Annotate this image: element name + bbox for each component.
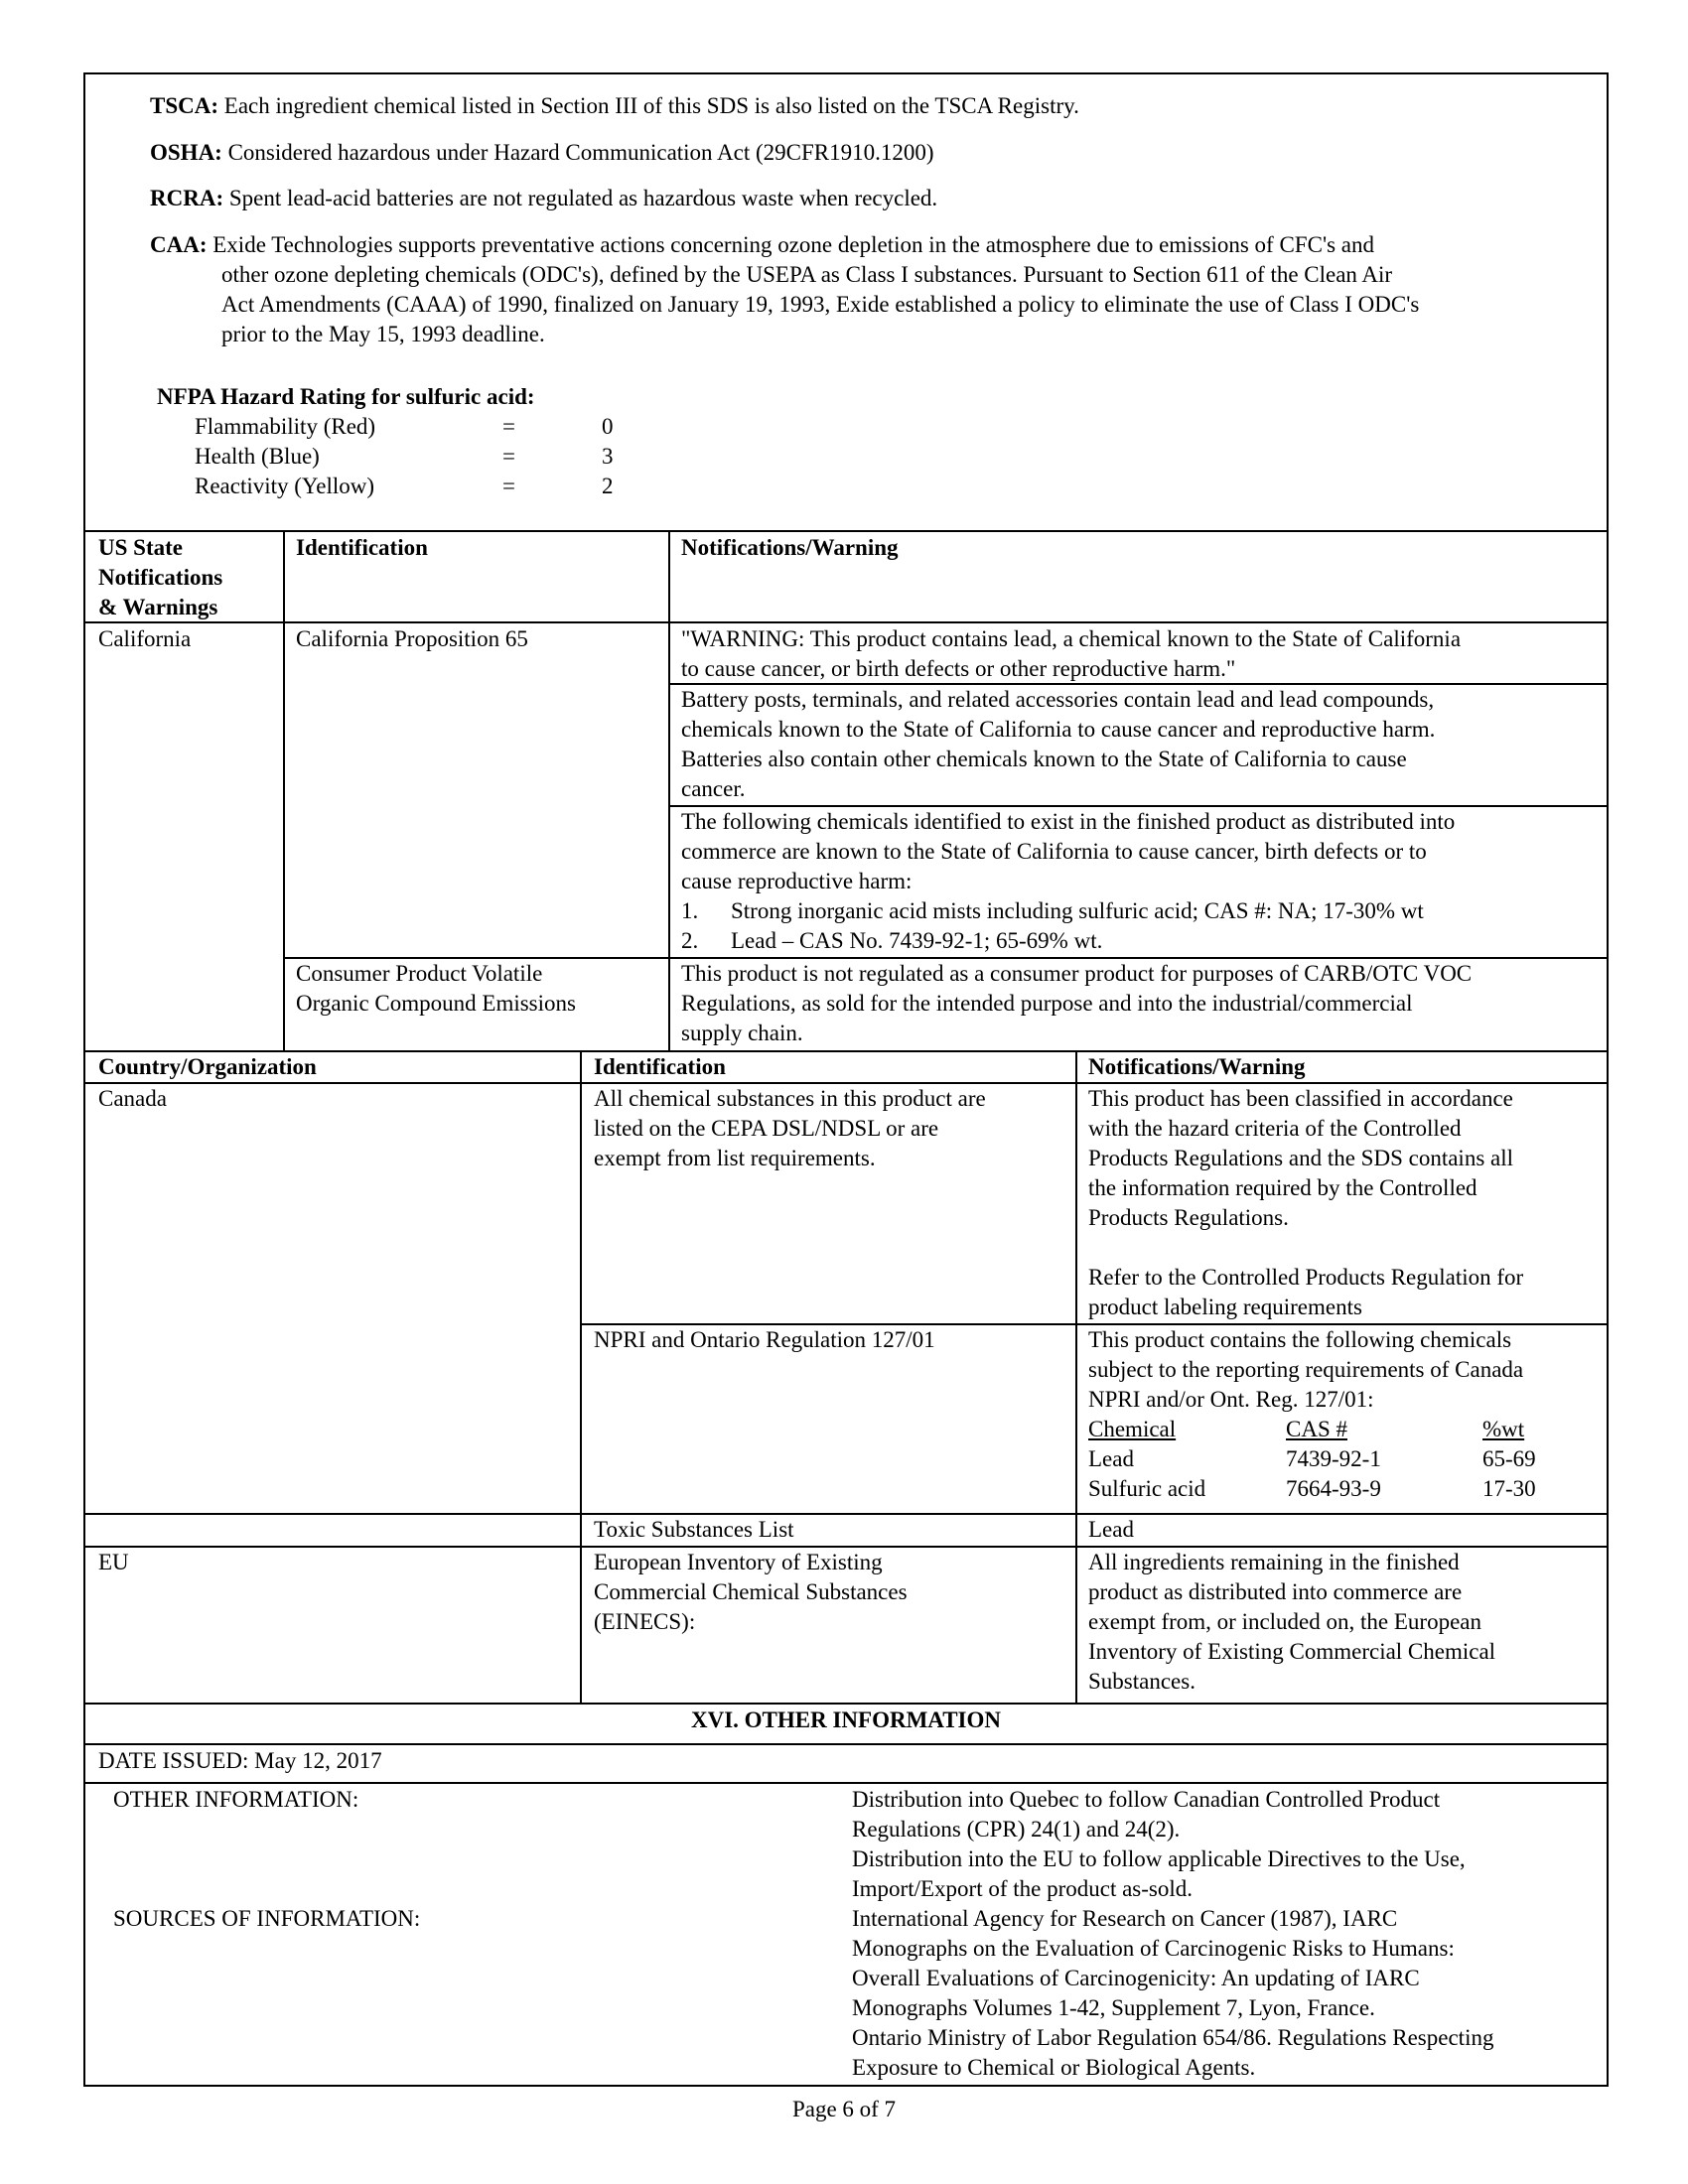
chemical-table-header: Chemical CAS # %wt (1088, 1417, 1525, 1441)
country-eu: EU (98, 1550, 129, 1574)
country-header: Country/Organization (98, 1054, 317, 1079)
toxic-identification: Toxic Substances List (594, 1517, 794, 1542)
notifications-header: Notifications/Warning (681, 535, 899, 560)
identification-header: Identification (296, 535, 428, 560)
rcra-paragraph: RCRA: Spent lead-acid batteries are not regulated as hazardous waste when recycled. (150, 186, 938, 210)
toxic-notification: Lead (1088, 1517, 1134, 1542)
npri-identification: NPRI and Ontario Regulation 127/01 (594, 1327, 935, 1352)
table-row: Sulfuric acid 7664-93-9 17-30 (1088, 1476, 1536, 1501)
country-canada: Canada (98, 1086, 167, 1111)
prop65-warning: "WARNING: This product contains lead, a chemical known to the State of California to cause cancer, or birth defects or other reproductive harm." (681, 626, 1462, 681)
page-number: Page 6 of 7 (791, 2097, 897, 2121)
eu-notification: All ingredients remaining in the finished product as distributed into commerce are exempt from, or included on, the European Inventory of Existing Commercial Chemical Substances. (1088, 1550, 1496, 1694)
regulatory-section (85, 74, 1607, 533)
eu-identification: European Inventory of Existing Commercial Chemical Substances (EINECS): (594, 1550, 908, 1634)
other-info-label: OTHER INFORMATION: (113, 1787, 359, 1812)
document-frame (83, 72, 1609, 2087)
identification-header: Identification (594, 1054, 726, 1079)
us-state-header: US State Notifications & Warnings (98, 535, 223, 619)
notifications-header: Notifications/Warning (1088, 1054, 1306, 1079)
divider (85, 621, 1607, 623)
npri-notification: This product contains the following chemicals subject to the reporting requirements of Canada NPRI and/or Ont. Reg. 127/01: Chemical CAS # %wt Lead 7439-92-1 65-69 Sulfuric acid 7664-93-9 17-30 (1088, 1325, 1605, 1504)
table-row: Lead 7439-92-1 65-69 (1088, 1446, 1536, 1471)
sources-label: SOURCES OF INFORMATION: (113, 1906, 421, 1931)
column-line (668, 530, 670, 1050)
column-line (283, 530, 285, 1050)
nfpa-row: Health (Blue) = 3 (195, 444, 614, 469)
list-item: 2. Lead – CAS No. 7439-92-1; 65-69% wt. (681, 928, 1103, 953)
caa-paragraph: CAA: Exide Technologies supports preventative actions concerning ozone depletion in the atmosphere due to emissions of CFC's and other ozone depleting chemicals (ODC's), defined by the USEPA as Class I substances. Pursuant to Section 611 of the Clean Air Act Amendments (CAAA) of 1990, finalized on January 19, 1993, Exide established a policy to eliminate the use of Class I ODC's prior to the May 15, 1993 deadline. (150, 232, 1420, 346)
list-item: 1. Strong inorganic acid mists including sulfuric acid; CAS #: NA; 17-30% wt (681, 898, 1424, 923)
nfpa-row: Reactivity (Yellow) = 2 (195, 474, 614, 498)
divider (85, 1703, 1607, 1705)
battery-warning: Battery posts, terminals, and related accessories contain lead and lead compounds, chemicals known to the State of California to cause cancer and reproductive harm. Batteries also contain other chemicals known to the State of California to cause cancer. (681, 687, 1436, 801)
nfpa-title: NFPA Hazard Rating for sulfuric acid: (157, 384, 535, 409)
voc-text: This product is not regulated as a consumer product for purposes of CARB/OTC VOC Regulations, as sold for the intended purpose and into the industrial/commercial supply chain. (681, 961, 1473, 1045)
nfpa-rating (157, 382, 614, 501)
divider (85, 530, 1607, 532)
column-line (580, 1050, 582, 1703)
divider (85, 1782, 1607, 1784)
prop65-label: California Proposition 65 (296, 626, 528, 651)
chemicals-warning: The following chemicals identified to exist in the finished product as distributed into commerce are known to the State of California to cause cancer, birth defects or to cause reproductive harm: 1. Strong inorganic acid mists including sulfuric acid; CAS #: NA; 17-30% wt 2. Lead – CAS No. 7439-92-1; 65-69% wt. (681, 807, 1605, 956)
osha-paragraph: OSHA: Considered hazardous under Hazard Communication Act (29CFR1910.1200) (150, 140, 934, 165)
state-california: California (98, 626, 192, 651)
section-title: XVI. OTHER INFORMATION (690, 1707, 1001, 1732)
other-info-text: Distribution into Quebec to follow Canadian Controlled Product Regulations (CPR) 24(1) and 24(2). Distribution into the EU to follow applicable Directives to the Use, Import/Export of the product as-sold. International Agency for Research on Cancer (1987), IARC Monographs on the Evaluation of Carcinogenic Risks to Humans: Overall Evaluations of Carcinogenicity: An updating of IARC Monographs Volumes 1-42, Supplement 7, Lyon, France. Ontario Ministry of Labor Regulation 654/86. Regulations Respecting Exposure to Chemical or Biological Agents. (852, 1787, 1494, 2080)
tsca-paragraph: TSCA: Each ingredient chemical listed in Section III of this SDS is also listed on the TSCA Registry. (150, 93, 1079, 118)
canada-identification: All chemical substances in this product are listed on the CEPA DSL/NDSL or are exempt from list requirements. (594, 1086, 986, 1170)
column-line (1075, 1050, 1077, 1703)
divider (85, 1513, 1607, 1515)
divider (85, 1743, 1607, 1745)
voc-label: Consumer Product Volatile Organic Compound Emissions (296, 961, 576, 1016)
date-issued: DATE ISSUED: May 12, 2017 (98, 1748, 382, 1773)
nfpa-row: Flammability (Red) = 0 (195, 414, 614, 439)
canada-notification: This product has been classified in accordance with the hazard criteria of the Controlled Products Regulations and the SDS contains all the information required by the Controlled Products Regulations. Refer to the Controlled Products Regulation for product labeling requirements (1088, 1086, 1524, 1319)
